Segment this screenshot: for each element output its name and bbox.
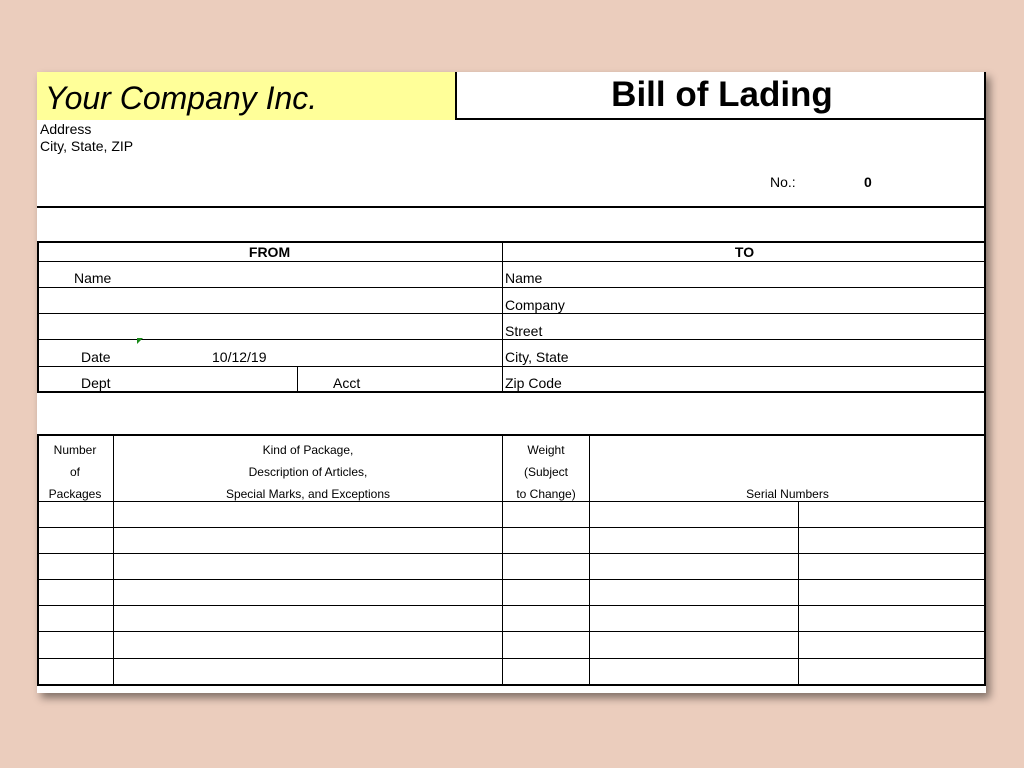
- from-left-border: [37, 241, 39, 393]
- dept-acct-divider: [297, 366, 298, 392]
- col-weight-header: Weight (Subject to Change): [516, 443, 576, 501]
- row-rule-1: [37, 261, 986, 262]
- table-row[interactable]: [37, 605, 986, 606]
- from-date-value[interactable]: 10/12/19: [212, 349, 267, 365]
- row-rule-3: [37, 313, 986, 314]
- from-heading: FROM: [248, 244, 291, 260]
- to-heading: TO: [734, 244, 755, 260]
- to-company-label: Company: [505, 297, 565, 313]
- title-underline: [456, 118, 986, 120]
- items-header-rule: [37, 501, 986, 502]
- col-serial-header: Serial Numbers: [746, 487, 829, 501]
- to-city-state-label: City, State: [505, 349, 569, 365]
- table-row[interactable]: [37, 579, 986, 580]
- row-rule-4: [37, 339, 986, 340]
- table-row[interactable]: [37, 553, 986, 554]
- company-city-state-zip[interactable]: City, State, ZIP: [40, 138, 134, 154]
- items-bottom-border: [37, 684, 986, 686]
- from-acct-label: Acct: [333, 375, 361, 391]
- table-row[interactable]: [37, 631, 986, 632]
- company-name[interactable]: Your Company Inc.: [45, 80, 318, 116]
- to-name-label: Name: [505, 270, 543, 286]
- to-street-label: Street: [505, 323, 543, 339]
- company-address[interactable]: Address: [40, 121, 92, 137]
- row-rule-2: [37, 287, 986, 288]
- number-label: No.:: [770, 174, 796, 190]
- spacer2-right-border: [984, 393, 986, 435]
- to-zip-label: Zip Code: [505, 375, 562, 391]
- col-kind-header: Kind of Package, Description of Articles, Special Marks, and Exceptions: [225, 443, 391, 501]
- spacer-right-border: [984, 206, 986, 242]
- from-to-top-border: [37, 241, 986, 243]
- col-number-header: Number of Packages: [48, 443, 102, 501]
- items-top-border: [37, 434, 986, 436]
- from-to-divider: [502, 241, 503, 393]
- number-value[interactable]: 0: [864, 174, 872, 190]
- header-right-border: [984, 120, 986, 206]
- from-name-label: Name: [74, 270, 112, 286]
- items-right-border: [984, 434, 986, 686]
- bill-of-lading-sheet: [37, 72, 986, 693]
- to-right-border: [984, 241, 986, 393]
- header-divider: [455, 72, 457, 120]
- header-bottom-rule: [37, 206, 986, 208]
- table-row[interactable]: [37, 658, 986, 659]
- document-title: Bill of Lading: [611, 75, 833, 114]
- from-to-bottom-border: [37, 391, 986, 393]
- from-date-label: Date: [81, 349, 111, 365]
- from-dept-label: Dept: [81, 375, 111, 391]
- items-col-divider-3: [589, 434, 590, 686]
- table-row[interactable]: [37, 527, 986, 528]
- cell-comment-marker: [137, 338, 143, 344]
- row-rule-5: [37, 366, 986, 367]
